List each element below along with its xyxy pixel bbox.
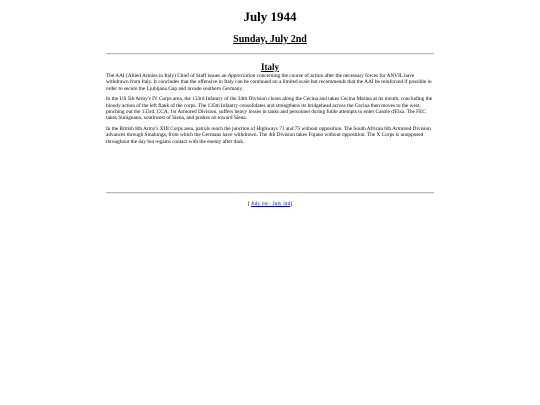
paragraph-1 [106,73,434,92]
paragraph-1-before: The AAI (Allied Armies in Italy) Chief of Staff issues an [106,73,228,79]
nav-open-bracket: [ [247,201,251,207]
article-body [106,73,434,149]
nav-link-previous-next[interactable]: July 1st - July 3rd [250,201,291,207]
paragraph-2: In the US 5th Army's IV Corps area, the 133rd Infantry of the 34th Division closes along the Cecina and takes Cecina Marina at its mouth, concluding the bloody action of the left flank of the corps. The 135th Infantry consolidates and strengthens its bridgehead across the Cecina then moves to the west, pinching out the 133rd. CCA, 1st Armored Division, suffers heavy losses in tanks and personnel during futile attempts to enter Casole d'Elsa. The FEC takes Simignano, southwest of Siena, and pushes on toward Siena. [106,96,433,122]
date-navigation [0,201,540,208]
date-heading: Sunday, July 2nd [233,34,307,45]
paragraph-1-after: concerning the course of action after the necessary forces for ANVIL have withdrawn from Italy. It concludes that the offensive in Italy can be continued on a limited scale but recommends that the AAI be reinforced if possible in order to secure the Ljubljana Gap and invade southern Germany. [106,73,432,92]
bottom-divider [106,192,434,194]
paragraph-1-emphasis: Appreciation [227,73,256,79]
paragraph-3: In the British 8th Army's XIII Corps area, patrols reach the junction of Highways 71 and 75 without opposition. The South African 6th Armored Division advances through Sinalunga, from which the Germans have withdrawn. The 4th Division takes Fojano without opposition. The X Corps is unopposed throughout the day but regains contact with the enemy after dark. [106,125,431,145]
top-divider [106,53,434,55]
nav-close-bracket: ] [290,201,293,207]
page-title: July 1944 [243,9,297,24]
section-heading: Italy [261,62,279,72]
